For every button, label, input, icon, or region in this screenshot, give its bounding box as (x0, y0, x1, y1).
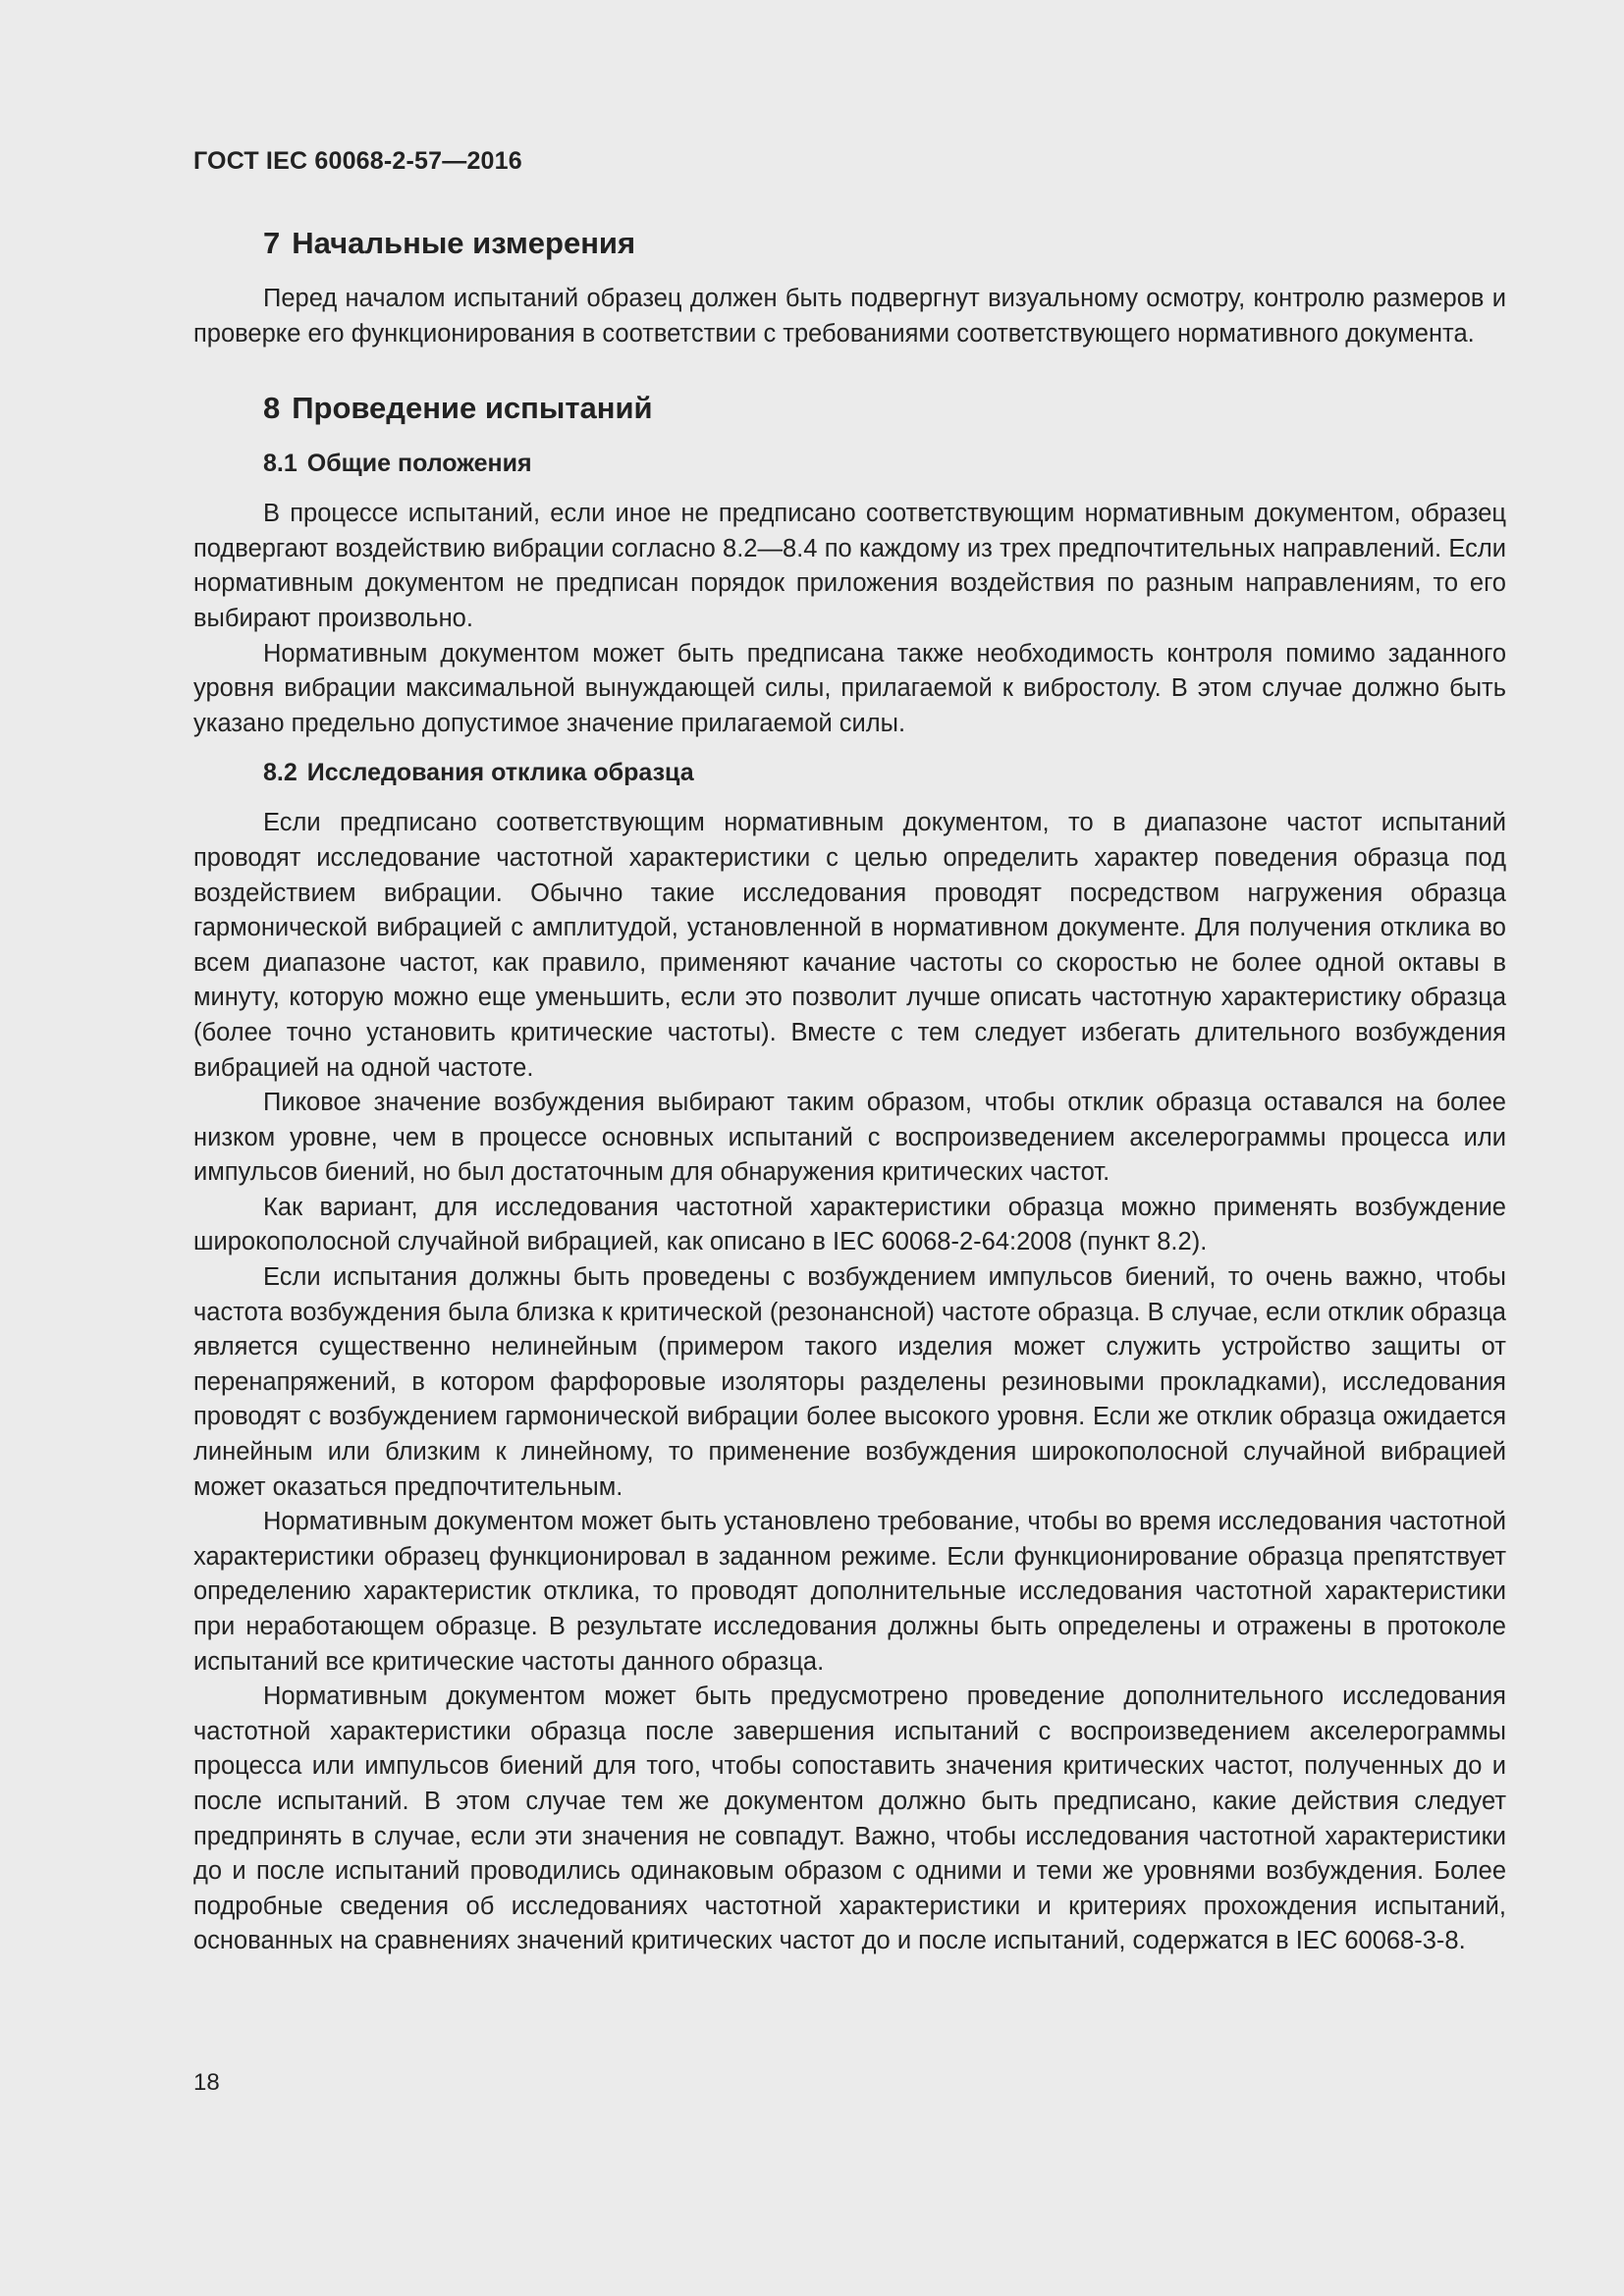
subsection-title: Общие положения (306, 450, 532, 478)
section-title: Проведение испытаний (292, 391, 653, 426)
section-7-heading (263, 220, 1506, 267)
paragraph: Нормативным документом может быть предписана также необходимость контроля помимо заданного уровня вибрации максимальной вынуждающей силы, прилагаемой к вибростолу. В этом случае должно быть указано предельно допустимое значение прилагаемой силы. (193, 639, 1506, 737)
page-number: 18 (193, 2069, 220, 2096)
section-title: Начальные измерения (292, 226, 636, 260)
document-header: ГОСТ IEC 60068-2-57—2016 (193, 147, 522, 175)
subsection-number: 8.2 (263, 759, 298, 787)
paragraph: Перед началом испытаний образец должен быть подвергнут визуальному осмотру, контролю размеров и проверке его функционирования в соответствии с требованиями соответствующего нормативного документа. (193, 285, 1506, 347)
section-number: 8 (263, 391, 281, 426)
paragraph: Нормативным документом может быть предусмотрено проведение дополнительного исследования частотной характеристики образца после завершения испытаний с воспроизведением акселерограммы процесса или импульсов биений для того, чтобы сопоставить значения критических частот, полученных до и после испытаний. В этом случае тем же документом должно быть предписано, какие действия следует предпринять в случае, если эти значения не совпадут. Важно, чтобы исследования частотной характеристики до и после испытаний проводились одинаковым образом с одними и теми же уровнями возбуждения. Более подробные сведения об исследованиях частотной характеристики и критериях прохождения испытаний, основанных на сравнениях значений критических частот до и после испытаний, содержатся в IEC 60068-3-8. (193, 1682, 1506, 1955)
paragraph: В процессе испытаний, если иное не предписано соответствующим нормативным документом, образец подвергают воздействию вибрации согласно 8.2—8.4 по каждому из трех предпочтительных направлений. Если нормативным документом не предписан порядок приложения воздействия по разным направлениям, то его выбирают произвольно. (193, 500, 1506, 632)
paragraph: Нормативным документом может быть установлено требование, чтобы во время исследования частотной характеристики образец функционировал в заданном режиме. Если функционирование образца препятствует определению характеристик отклика, то проводят дополнительные исследования частотной характеристики при неработающем образце. В результате исследования должны быть определены и отражены в протоколе испытаний все критические частоты данного образца. (193, 1508, 1506, 1676)
section-number: 7 (263, 226, 281, 260)
subsection-number: 8.1 (263, 450, 298, 478)
section-8-heading (263, 385, 1506, 432)
paragraph: Если испытания должны быть проведены с возбуждением импульсов биений, то очень важно, чтобы частота возбуждения была близка к критической (резонансной) частоте образца. В случае, если отклик образца является существенно нелинейным (примером такого изделия может служить устройство защиты от перенапряжений, в котором фарфоровые изоляторы разделены резиновыми прокладками), исследования проводят с возбуждением гармонической вибрации более высокого уровня. Если же отклик образца ожидается линейным или близким к линейному, то применение возбуждения широкополосной случайной вибрацией может оказаться предпочтительным. (193, 1263, 1506, 1501)
subsection-8-2-heading (263, 755, 1506, 790)
subsection-title: Исследования отклика образца (306, 759, 694, 787)
paragraph: Как вариант, для исследования частотной характеристики образца можно применять возбуждение широкополосной случайной вибрацией, как описано в IEC 60068-2-64:2008 (пункт 8.2). (193, 1193, 1506, 1256)
document-body (193, 220, 1506, 1959)
paragraph: Если предписано соответствующим нормативным документом, то в диапазоне частот испытаний проводят исследование частотной характеристики с целью определить характер поведения образца под воздействием вибрации. Обычно такие исследования проводят посредством нагружения образца гармонической вибрацией с амплитудой, установленной в нормативном документе. Для получения отклика во всем диапазоне частот, как правило, применяют качание частоты со скоростью не более одной октавы в минуту, которую можно еще уменьшить, если это позволит лучше описать частотную характеристику образца (более точно установить критические частоты). Вместе с тем следует избегать длительного возбуждения вибрацией на одной частоте. (193, 809, 1506, 1082)
paragraph: Пиковое значение возбуждения выбирают таким образом, чтобы отклик образца оставался на более низком уровне, чем в процессе основных испытаний с воспроизведением акселерограммы процесса или импульсов биений, но был достаточным для обнаружения критических частот. (193, 1089, 1506, 1187)
subsection-8-1-heading (263, 446, 1506, 481)
